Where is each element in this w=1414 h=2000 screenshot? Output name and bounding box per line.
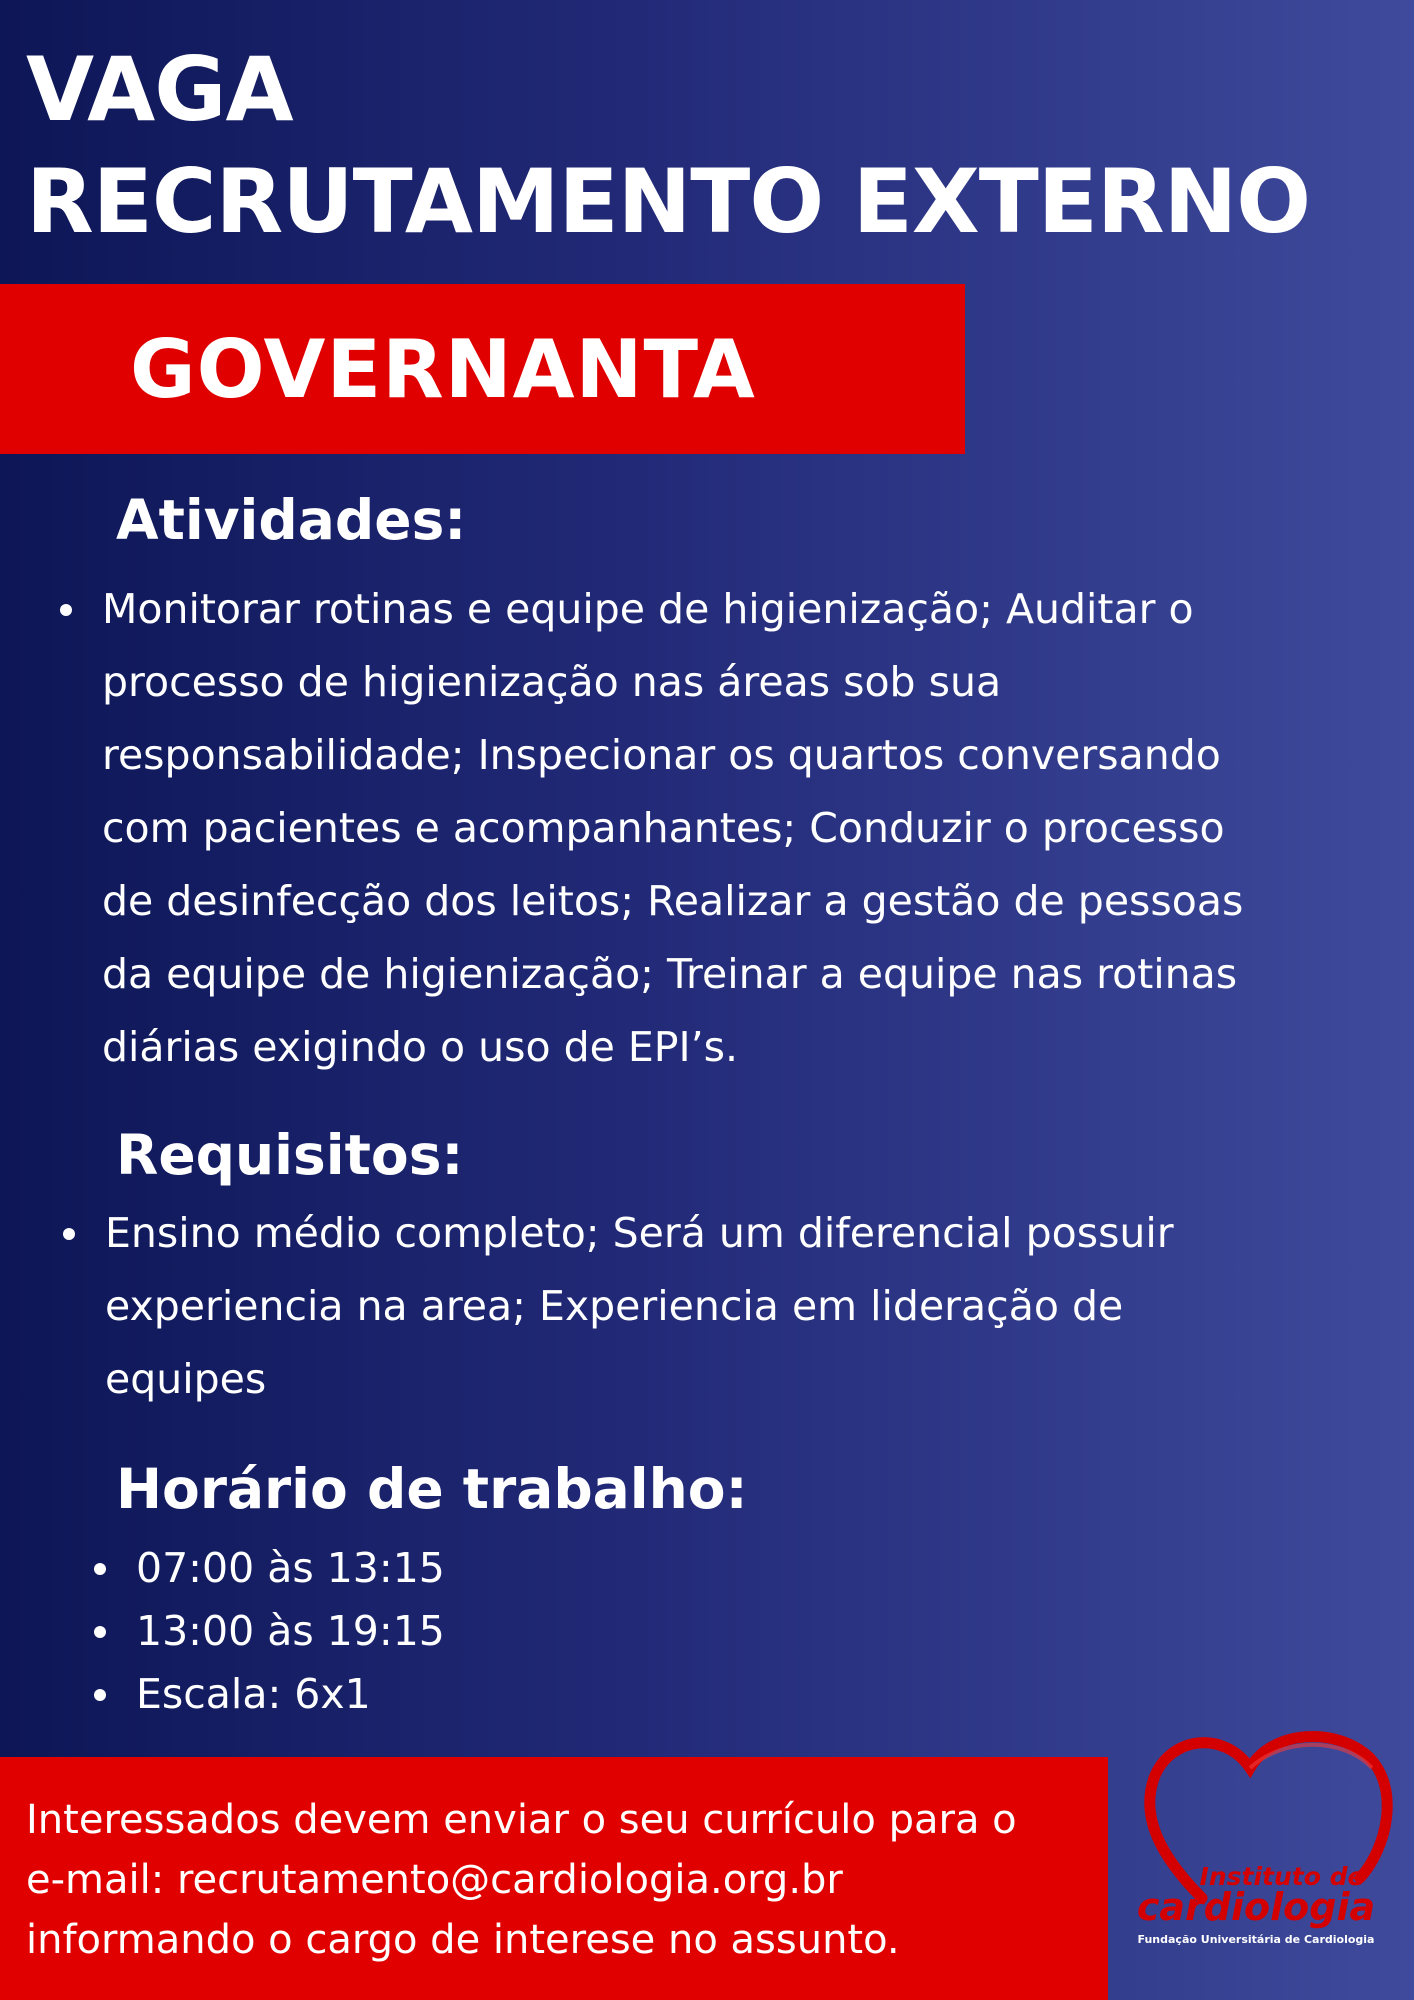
instituto-de-cardiologia-logo [1132, 1728, 1402, 1958]
activities-line: da equipe de higienização; Treinar a equipe nas rotinas [102, 950, 1238, 998]
requirements-list [105, 1197, 1174, 1416]
requirements-line: equipes [105, 1355, 267, 1403]
logo-text-fundacao: Fundação Universitária de Cardiologia [1137, 1933, 1375, 1946]
bullet-icon [94, 1563, 106, 1575]
contact-line: informando o cargo de interese no assunto. [26, 1917, 900, 1963]
activities-line: diárias exigindo o uso de EPI’s. [102, 1023, 739, 1071]
bullet-icon [63, 1228, 75, 1240]
schedule-heading: Horário de trabalho: [116, 1457, 748, 1521]
logo-text-cardiologia: cardiologia [1136, 1885, 1376, 1929]
activities-line: Monitorar rotinas e equipe de higienização; Auditar o [102, 585, 1194, 633]
requirements-heading: Requisitos: [116, 1123, 464, 1187]
requirements-item [105, 1197, 1174, 1416]
activities-line: de desinfecção dos leitos; Realizar a gestão de pessoas [102, 877, 1244, 925]
contact-footer [0, 1757, 1108, 2000]
schedule-item: Escala: 6x1 [136, 1663, 445, 1726]
activities-heading: Atividades: [116, 488, 467, 552]
requirements-line: Ensino médio completo; Será um diferencial possuir [105, 1209, 1174, 1257]
activities-list [102, 573, 1243, 1084]
page-title [26, 34, 1310, 258]
logo-text-instituto: Instituto de [1199, 1862, 1365, 1891]
activities-line: processo de higienização nas áreas sob sua [102, 658, 1002, 706]
contact-line: Interessados devem enviar o seu currículo para o [26, 1797, 1017, 1843]
bullet-icon [94, 1626, 106, 1638]
schedule-list [136, 1537, 445, 1726]
role-title: GOVERNANTA [130, 323, 756, 416]
activities-item [102, 573, 1243, 1084]
role-banner [0, 284, 965, 454]
activities-line: responsabilidade; Inspecionar os quartos conversando [102, 731, 1221, 779]
schedule-item: 07:00 às 13:15 [136, 1537, 445, 1600]
title-line-vaga: VAGA [26, 38, 293, 141]
bullet-icon [60, 604, 72, 616]
bullet-icon [94, 1689, 106, 1701]
requirements-line: experiencia na area; Experiencia em lideração de [105, 1282, 1124, 1330]
title-line-recrutamento: RECRUTAMENTO EXTERNO [26, 150, 1311, 253]
contact-email-line[interactable]: e-mail: recrutamento@cardiologia.org.br [26, 1857, 843, 1903]
activities-line: com pacientes e acompanhantes; Conduzir o processo [102, 804, 1225, 852]
schedule-item: 13:00 às 19:15 [136, 1600, 445, 1663]
